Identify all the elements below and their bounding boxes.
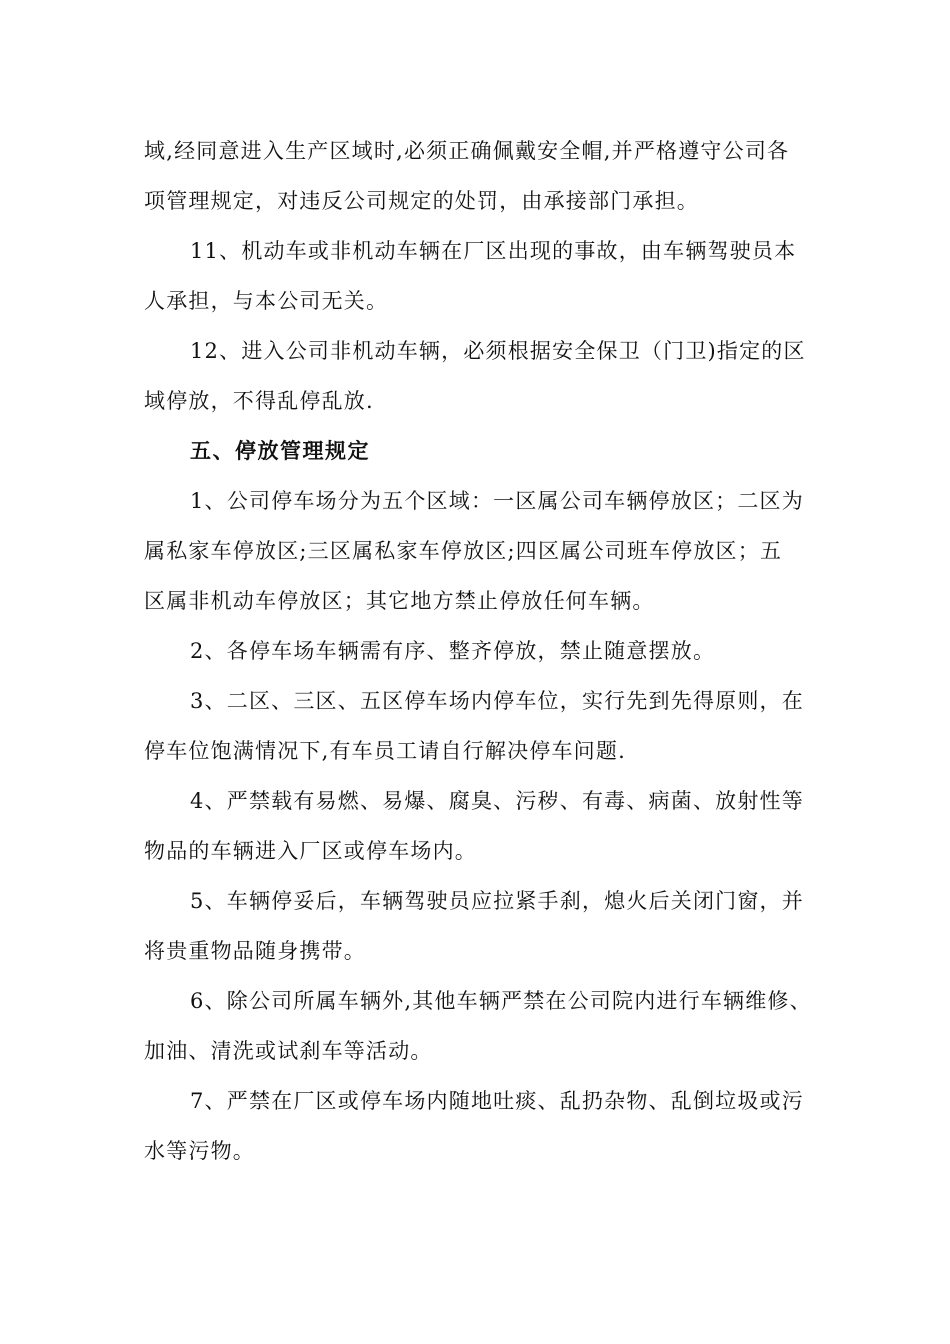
text-line: 域停放，不得乱停乱放.: [144, 389, 374, 413]
text-line: 7、严禁在厂区或停车场内随地吐痰、乱扔杂物、乱倒垃圾或污: [190, 1089, 804, 1113]
text-line: 11、机动车或非机动车辆在厂区出现的事故，由车辆驾驶员本: [190, 239, 797, 263]
text-line: 将贵重物品随身携带。: [144, 939, 366, 963]
text-line: 域,经同意进入生产区域时,必须正确佩戴安全帽,并严格遵守公司各: [144, 139, 790, 163]
text-line: 水等污物。: [144, 1139, 255, 1163]
section-heading: 五、停放管理规定: [190, 439, 370, 463]
text-line: 12、进入公司非机动车辆，必须根据安全保卫（门卫)指定的区: [190, 339, 806, 363]
text-line: 人承担，与本公司无关。: [144, 289, 389, 313]
text-line: 物品的车辆进入厂区或停车场内。: [144, 839, 477, 863]
text-line: 项管理规定，对违反公司规定的处罚，由承接部门承担。: [144, 189, 699, 213]
text-line: 停车位饱满情况下,有车员工请自行解决停车问题.: [144, 739, 626, 763]
text-line: 6、除公司所属车辆外,其他车辆严禁在公司院内进行车辆维修、: [190, 989, 812, 1013]
text-line: 区属非机动车停放区；其它地方禁止停放任何车辆。: [144, 589, 655, 613]
text-line: 2、各停车场车辆需有序、整齐停放，禁止随意摆放。: [190, 639, 716, 663]
text-line: 1、公司停车场分为五个区域：一区属公司车辆停放区；二区为: [190, 489, 804, 513]
text-line: 5、车辆停妥后，车辆驾驶员应拉紧手刹，熄火后关闭门窗，并: [190, 889, 804, 913]
text-line: 3、二区、三区、五区停车场内停车位，实行先到先得原则，在: [190, 689, 804, 713]
text-line: 4、严禁载有易燃、易爆、腐臭、污秽、有毒、病菌、放射性等: [190, 789, 804, 813]
text-line: 属私家车停放区;三区属私家车停放区;四区属公司班车停放区；五: [144, 539, 783, 563]
text-line: 加油、清洗或试刹车等活动。: [144, 1039, 433, 1063]
